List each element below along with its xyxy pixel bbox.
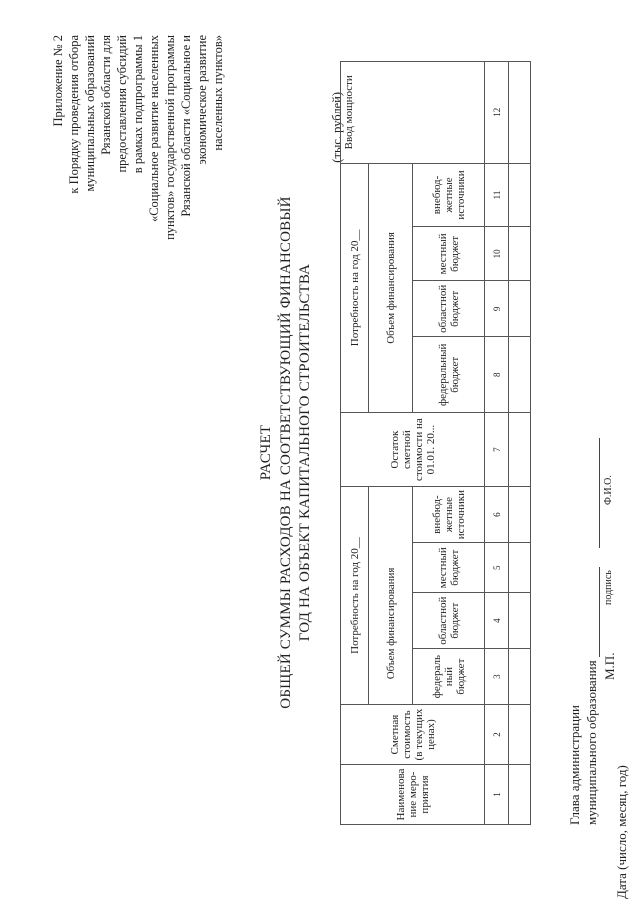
stamp-mark: М.П. (602, 652, 617, 680)
appendix-line: в рамках подпрограммы 1 (131, 35, 145, 174)
column-number: 3 (485, 649, 509, 705)
header-name: Наименова ние меро-приятия (341, 765, 485, 825)
table-row (509, 62, 531, 825)
table-cell (509, 705, 531, 765)
column-number: 12 (485, 62, 509, 164)
header-funding-volume-1: Объем финансирования (369, 543, 413, 705)
document-title: РАСЧЕТ (258, 424, 274, 481)
column-number: 1 (485, 765, 509, 825)
header-capacity: Ввод мощности (341, 62, 485, 164)
table-cell (509, 765, 531, 825)
column-number: 9 (485, 281, 509, 337)
header-estimated-cost: Сметная стоимость (в текущих ценах) (341, 705, 485, 765)
column-number: 2 (485, 705, 509, 765)
table-cell (509, 337, 531, 413)
appendix-line: муниципальных образований (83, 35, 97, 192)
signature-label: подпись (603, 570, 614, 605)
header-regional-budget: областной бюджет (413, 593, 485, 649)
head-title-line2-text: муниципального образования (584, 660, 599, 825)
date-label: Дата (число, месяц, год) (614, 765, 629, 899)
appendix-line: Приложение № 2 (51, 35, 65, 127)
column-number: 6 (485, 487, 509, 543)
header-extrabudget: внебюд- жетные источники (413, 487, 485, 543)
header-extrabudget: внебюд- жетные источники (413, 163, 485, 227)
column-number: 7 (485, 413, 509, 487)
header-need-year-1: Потребность на год 20__ (341, 487, 369, 705)
appendix-line: к Порядку проведения отбора (67, 35, 81, 194)
document-subtitle-line2: ГОД НА ОБЪЕКТ КАПИТАЛЬНОГО СТРОИТЕЛЬСТВА (297, 263, 313, 642)
appendix-line: экономическое развитие (195, 35, 209, 165)
header-federal-budget: федераль ный бюджет (413, 649, 485, 705)
table-cell (509, 487, 531, 543)
column-number: 5 (485, 543, 509, 593)
table-cell (509, 163, 531, 227)
appendix-line: предоставления субсидий (115, 35, 129, 173)
column-number: 11 (485, 163, 509, 227)
header-need-year-2: Потребность на год 20__ (341, 163, 369, 413)
header-funding-volume-2: Объем финансирования (369, 163, 413, 413)
appendix-line: населенных пунктов» (211, 35, 225, 151)
appendix-line: Рязанской области «Социальное и (179, 35, 193, 217)
appendix-note (50, 35, 226, 265)
table-cell (509, 281, 531, 337)
table-cell (509, 62, 531, 164)
column-number: 10 (485, 227, 509, 281)
appendix-line: Рязанской области для (99, 35, 113, 155)
column-number-row (485, 62, 509, 825)
header-regional-budget: областной бюджет (413, 281, 485, 337)
fio-label: Ф.И.О. (603, 475, 614, 505)
column-number: 4 (485, 593, 509, 649)
header-local-budget: местный бюджет (413, 543, 485, 593)
head-title-line2 (583, 438, 600, 825)
unit-label: (тыс. рублей) (330, 92, 344, 163)
table-cell (509, 413, 531, 487)
table-cell (509, 649, 531, 705)
table-cell (509, 543, 531, 593)
head-title (566, 438, 600, 825)
budget-table (340, 61, 531, 825)
header-local-budget: местный бюджет (413, 227, 485, 281)
header-federal-budget: федеральный бюджет (413, 337, 485, 413)
header-funding-spacer (369, 487, 413, 543)
appendix-line: «Социальное развитие населенных (147, 35, 161, 223)
head-title-line1: Глава администрации (567, 704, 582, 825)
fio-line (587, 438, 600, 548)
appendix-line: пунктов» государственной программы (163, 35, 177, 240)
table-cell (509, 593, 531, 649)
signature-line (587, 567, 600, 657)
table-cell (509, 227, 531, 281)
column-number: 8 (485, 337, 509, 413)
document-subtitle-line1: ОБЩЕЙ СУММЫ РАСХОДОВ НА СООТВЕТСТВУЮЩИЙ ФИНАНСОВЫЙ (278, 196, 294, 709)
header-remainder: Остаток сметной стоимости на 01.01. 20... (341, 413, 485, 487)
